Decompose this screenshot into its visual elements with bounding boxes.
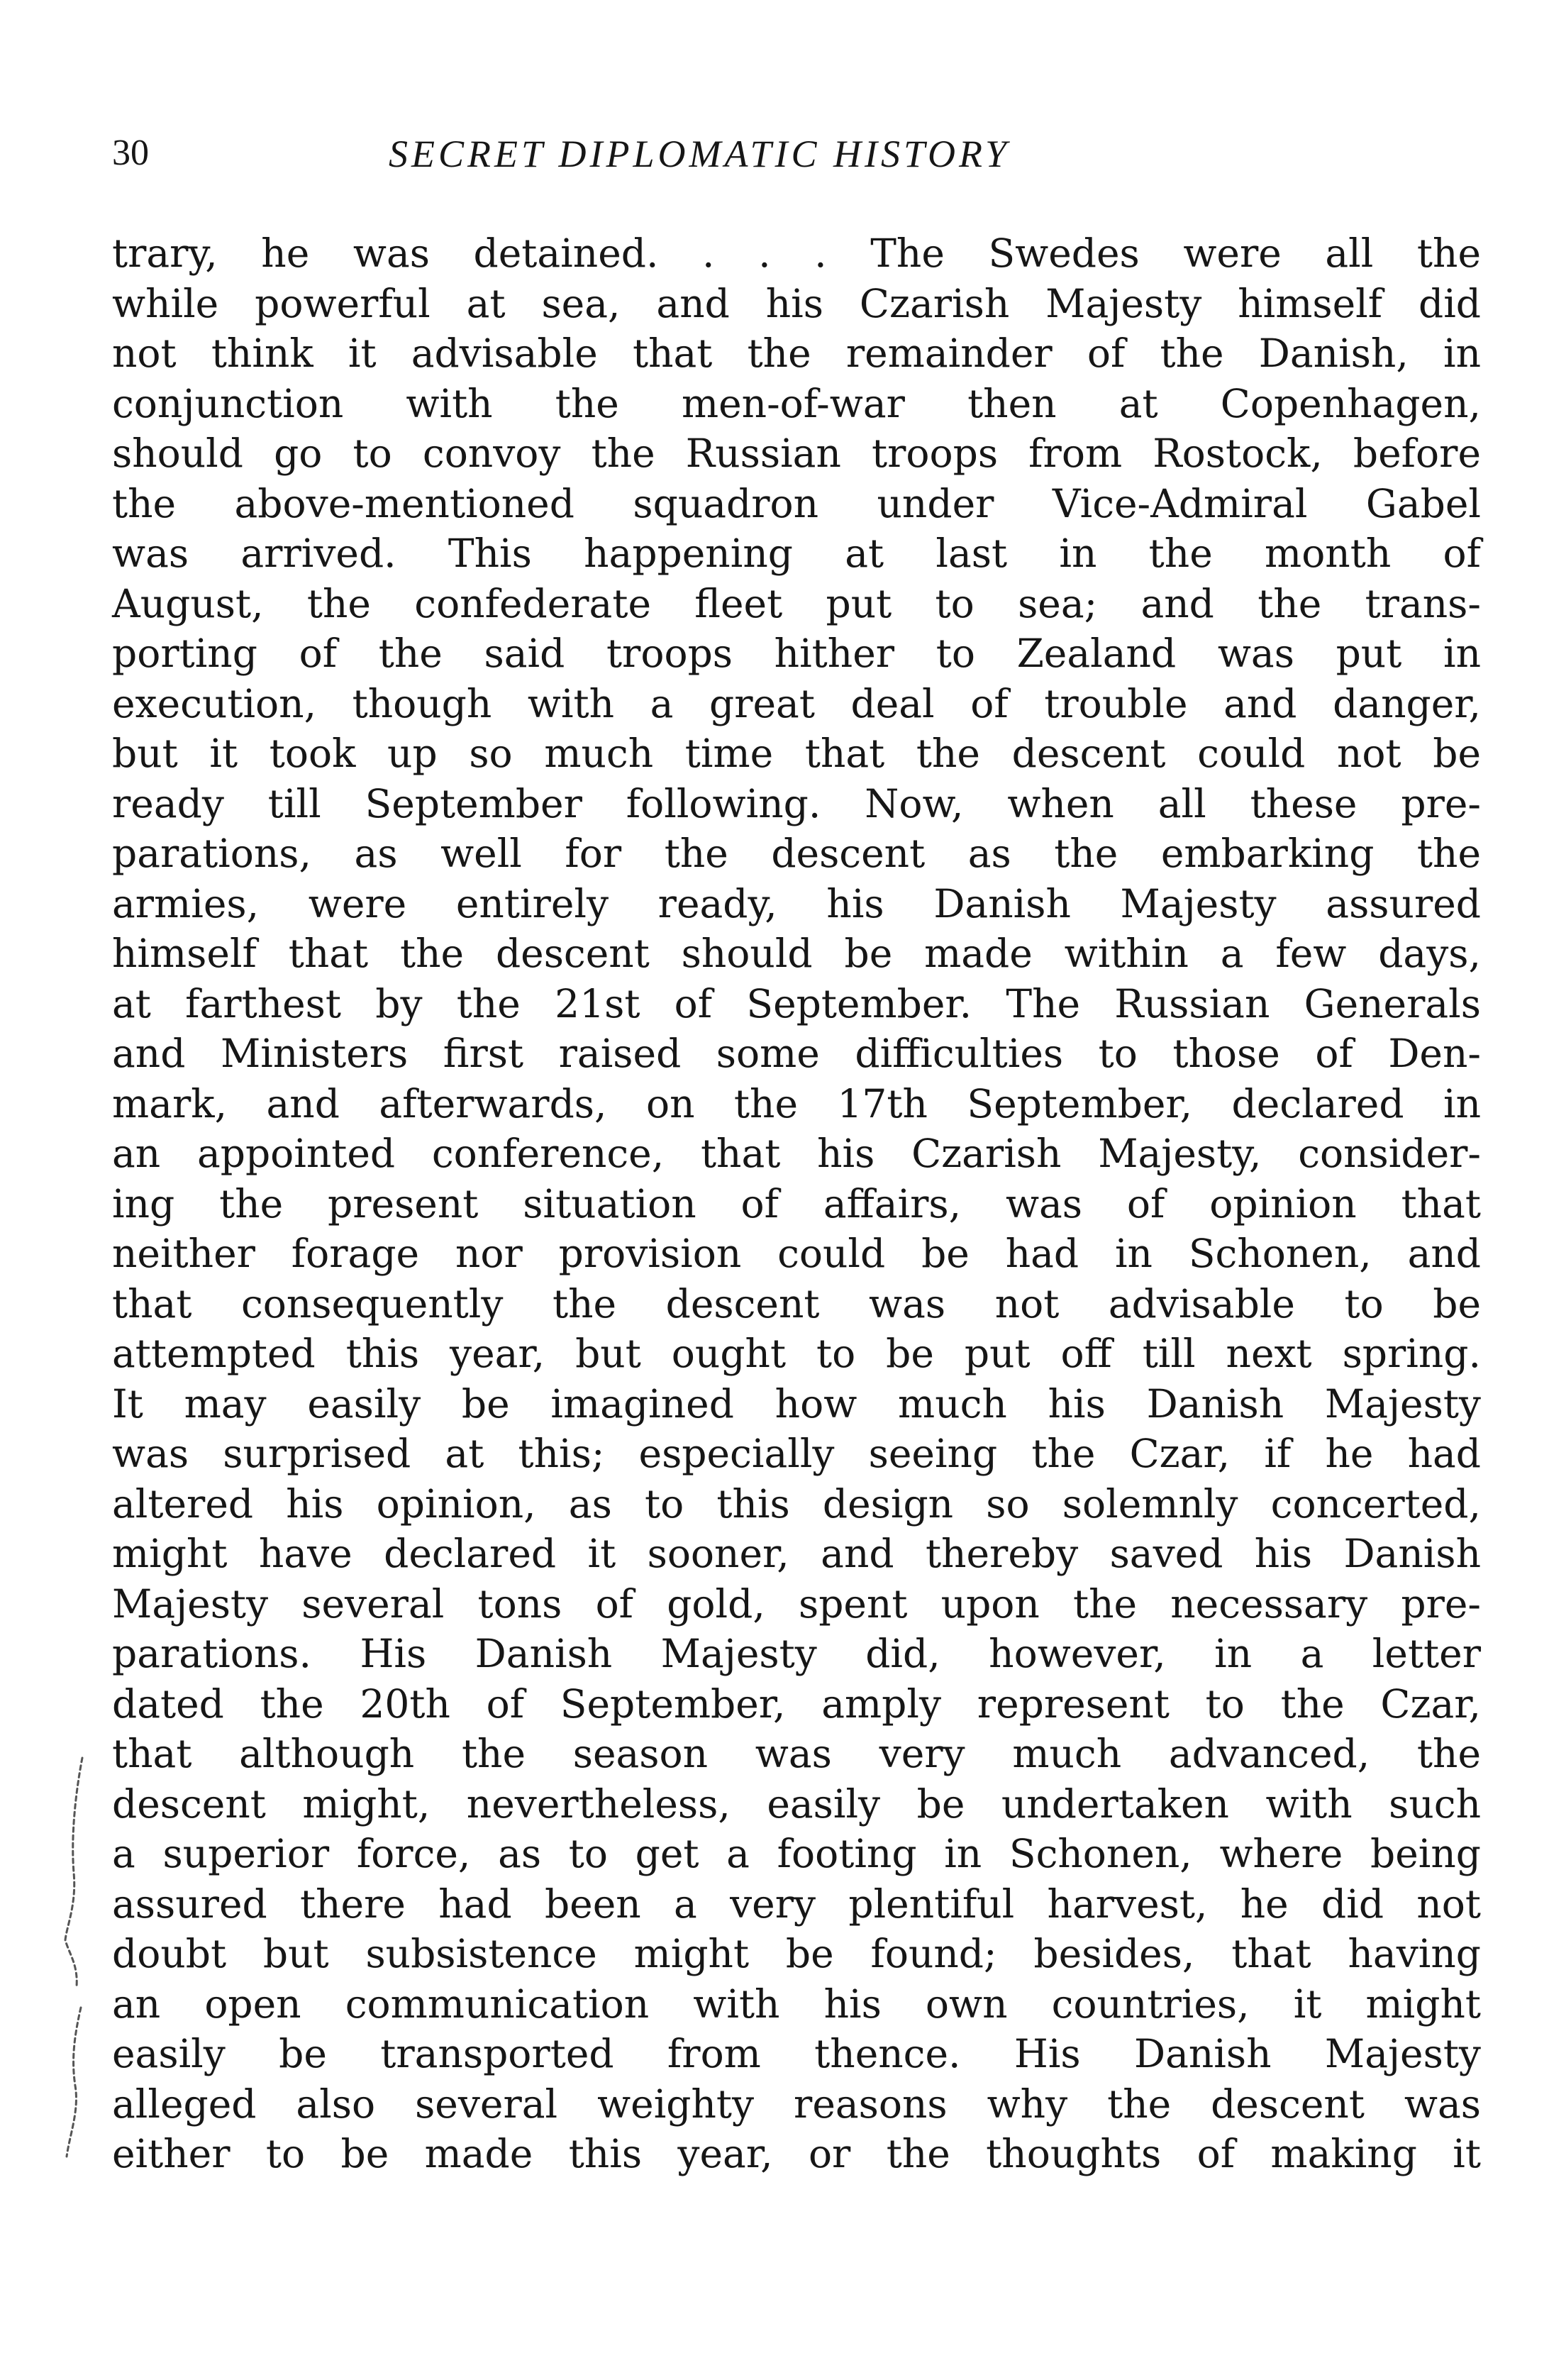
text-line: easily be transported from thence. His Danish Majesty — [112, 2031, 1481, 2076]
running-title: SECRET DIPLOMATIC HISTORY — [389, 133, 1011, 175]
text-line: attempted this year, but ought to be put off till next spring. — [112, 1331, 1481, 1376]
text-line: was arrived. This happening at last in the month of — [112, 531, 1481, 576]
text-line: ready till September following. Now, when all these pre- — [112, 780, 1481, 826]
text-line: an appointed conference, that his Czarish Majesty, consider- — [112, 1131, 1481, 1176]
text-line: but it took up so much time that the descent could not be — [112, 731, 1481, 776]
text-line: that consequently the descent was not advisable to be — [112, 1280, 1481, 1327]
text-line: mark, and afterwards, on the 17th September, declared in — [112, 1080, 1481, 1127]
text-line: the above-mentioned squadron under Vice-Admiral Gabel — [112, 480, 1481, 526]
text-line: execution, though with a great deal of trouble and danger, — [112, 680, 1481, 726]
text-line: alleged also several weighty reasons why the descent was — [112, 2081, 1481, 2127]
text-line: neither forage nor provision could be had in Schonen, and — [112, 1231, 1481, 1276]
text-line: dated the 20th of September, amply represent to the Czar, — [112, 1681, 1481, 1727]
text-line: parations, as well for the descent as the embarking the — [112, 831, 1481, 876]
text-line: either to be made this year, or the thoughts of making it — [112, 2131, 1481, 2176]
text-line: not think it advisable that the remainder of the Danish, in — [112, 331, 1481, 376]
text-line: should go to convoy the Russian troops from Rostock, before — [112, 431, 1481, 476]
text-line: while powerful at sea, and his Czarish Majesty himself did — [112, 280, 1481, 326]
margin-pencil-bracket — [61, 1752, 89, 2164]
text-line: at farthest by the 21st of September. The Russian Generals — [112, 980, 1481, 1026]
text-line: It may easily be imagined how much his Danish Majesty — [112, 1380, 1481, 1427]
text-line: conjunction with the men-of-war then at Copenhagen, — [112, 380, 1481, 426]
text-line: parations. His Danish Majesty did, however, in a letter — [112, 1631, 1481, 1676]
page-number: 30 — [112, 133, 149, 173]
text-line: an open communication with his own countries, it might — [112, 1981, 1481, 2027]
bracket-mark-icon — [61, 1752, 89, 2164]
text-line: descent might, nevertheless, easily be undertaken with such — [112, 1781, 1481, 1827]
text-line: and Ministers first raised some difficulties to those of Den- — [112, 1031, 1481, 1076]
text-line: might have declared it sooner, and thereby saved his Danish — [112, 1531, 1481, 1576]
text-line: doubt but subsistence might be found; besides, that having — [112, 1931, 1481, 1976]
text-line: that although the season was very much advanced, the — [112, 1731, 1481, 1776]
text-line: Majesty several tons of gold, spent upon the necessary pre- — [112, 1581, 1481, 1627]
text-line: ing the present situation of affairs, was of opinion that — [112, 1180, 1481, 1227]
text-line: altered his opinion, as to this design so solemnly concerted, — [112, 1480, 1481, 1527]
text-line: himself that the descent should be made within a few days, — [112, 931, 1481, 976]
text-line: assured there had been a very plentiful harvest, he did not — [112, 1881, 1481, 1927]
text-line: armies, were entirely ready, his Danish Majesty assured — [112, 880, 1481, 926]
text-line: a superior force, as to get a footing in Schonen, where being — [112, 1831, 1481, 1876]
text-line: was surprised at this; especially seeing the Czar, if he had — [112, 1431, 1481, 1476]
text-line: August, the confederate fleet put to sea; and the trans- — [112, 580, 1481, 626]
text-line: trary, he was detained. . . . The Swedes were all the — [112, 231, 1481, 276]
text-line: porting of the said troops hither to Zealand was put in — [112, 631, 1481, 676]
body-text — [112, 228, 1481, 2179]
